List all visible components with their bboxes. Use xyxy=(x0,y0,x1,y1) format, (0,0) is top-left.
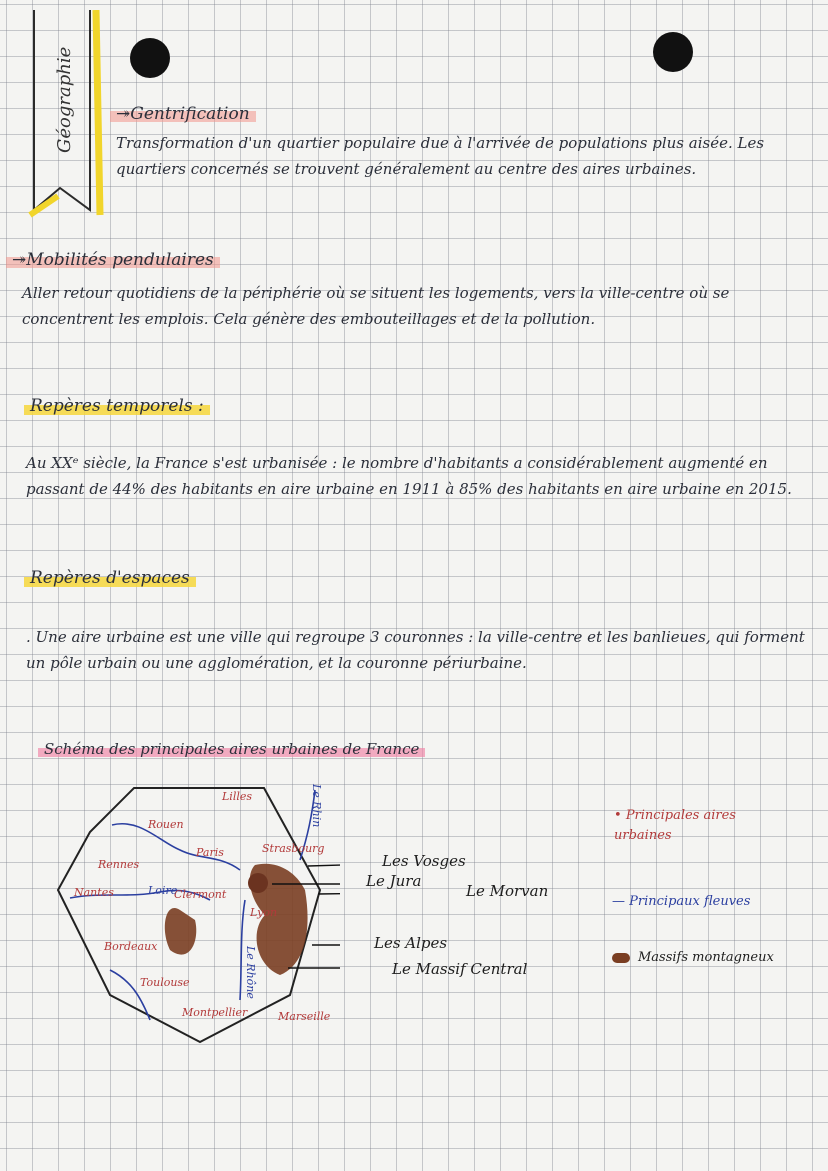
dot-icon: • xyxy=(614,808,626,823)
city-label: Paris xyxy=(196,846,224,859)
city-label: Rouen xyxy=(148,818,184,831)
brown-blob-icon xyxy=(612,953,630,963)
mobilites-title: ↠Mobilités pendulaires xyxy=(6,250,220,270)
massif-label: Le Massif Central xyxy=(392,960,528,978)
punch-hole-right xyxy=(653,32,693,72)
legend-cities: • Principales aires urbaines xyxy=(614,808,736,843)
river-label: Le Rhin xyxy=(310,784,323,828)
arrow-icon: ↠ xyxy=(116,104,131,124)
city-label: Bordeaux xyxy=(104,940,158,953)
reperes-temporels-title: Repères temporels : xyxy=(24,396,210,416)
river-label: Loire xyxy=(148,884,178,897)
vosges-jura-shape xyxy=(248,873,268,893)
subject-tab xyxy=(28,10,94,210)
city-label: Marseille xyxy=(278,1010,331,1023)
reperes-espaces-text: . Une aire urbaine est une ville qui regroupe 3 couronnes : la ville-centre et les banlieues, qui forment un pôle urbain ou une agglomération, et la couronne périurbaine. xyxy=(26,628,805,672)
subject-label: Géographie xyxy=(54,46,75,154)
city-label: Lyon xyxy=(250,906,278,919)
reperes-temporels-text: Au XXᵉ siècle, la France s'est urbanisée : le nombre d'habitants a considérablement augmenté en passant de 44% des habitants en aire urbaine en 1911 à 85% des habitants en aire urbaine en 2015. xyxy=(26,454,792,498)
arrow-icon: ↠ xyxy=(12,250,27,270)
gentrification-text: Transformation d'un quartier populaire due à l'arrivée de populations plus aisée. Les quartiers concernés se trouvent généralement au centre des aires urbaines. xyxy=(116,134,765,178)
massif-label: Le Jura xyxy=(366,872,422,890)
reperes-espaces-title: Repères d'espaces xyxy=(24,568,196,588)
city-label: Rennes xyxy=(98,858,140,871)
city-label: Lilles xyxy=(222,790,253,803)
legend-rivers: — Principaux fleuves xyxy=(612,894,751,909)
city-label: Toulouse xyxy=(140,976,190,989)
city-label: Montpellier xyxy=(182,1006,248,1019)
mobilites-text: Aller retour quotidiens de la périphérie où se situent les logements, vers la ville-centre où se concentrent les emplois. Cela génère des embouteillages et de la pollution. xyxy=(22,284,730,328)
massif-central-shape xyxy=(165,908,196,955)
massif-label: Le Morvan xyxy=(466,882,549,900)
massif-label: Les Vosges xyxy=(382,852,466,870)
gentrification-title: ↠Gentrification xyxy=(110,104,256,124)
punch-hole-left xyxy=(130,38,170,78)
france-schema-map xyxy=(50,780,340,1050)
city-label: Nantes xyxy=(74,886,114,899)
massif-label: Les Alpes xyxy=(374,934,448,952)
city-label: Clermont xyxy=(174,888,227,901)
river-label: Le Rhône xyxy=(244,946,257,999)
dash-icon: — xyxy=(612,894,630,909)
schema-title: Schéma des principales aires urbaines de France xyxy=(38,740,425,758)
city-label: Strasbourg xyxy=(262,842,325,855)
legend-mountains: Massifs montagneux xyxy=(612,950,774,965)
